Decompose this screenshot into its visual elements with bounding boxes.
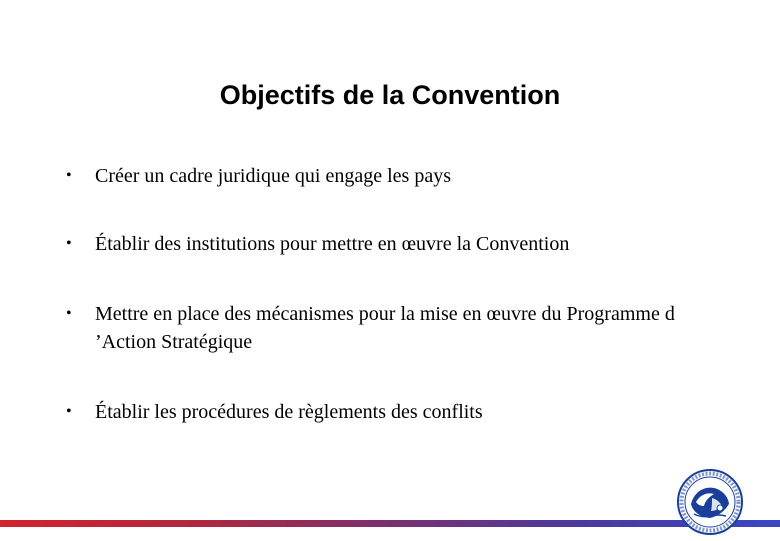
bottom-divider-bar [0, 520, 780, 527]
bullet-text: Créer un cadre juridique qui engage les pays [95, 165, 451, 187]
bullet-text: Établir des institutions pour mettre en œuvre la Convention [95, 233, 570, 255]
bullet-item [66, 230, 706, 258]
bullet-item [66, 398, 706, 426]
bullet-text: Établir les procédures de règlements des conflits [95, 401, 483, 423]
bullet-dot-icon: • [66, 235, 72, 252]
bullet-text: Mettre en place des mécanismes pour la mise en œuvre du Programme d ’Action Stratégique [95, 303, 675, 353]
seal-logo-icon [674, 468, 746, 536]
bullet-dot-icon: • [66, 305, 72, 322]
bullet-dot-icon: • [66, 403, 72, 420]
bullet-item [66, 300, 706, 356]
bullet-item [66, 162, 706, 190]
bullet-dot-icon: • [66, 167, 72, 184]
slide-title: Objectifs de la Convention [219, 80, 561, 110]
